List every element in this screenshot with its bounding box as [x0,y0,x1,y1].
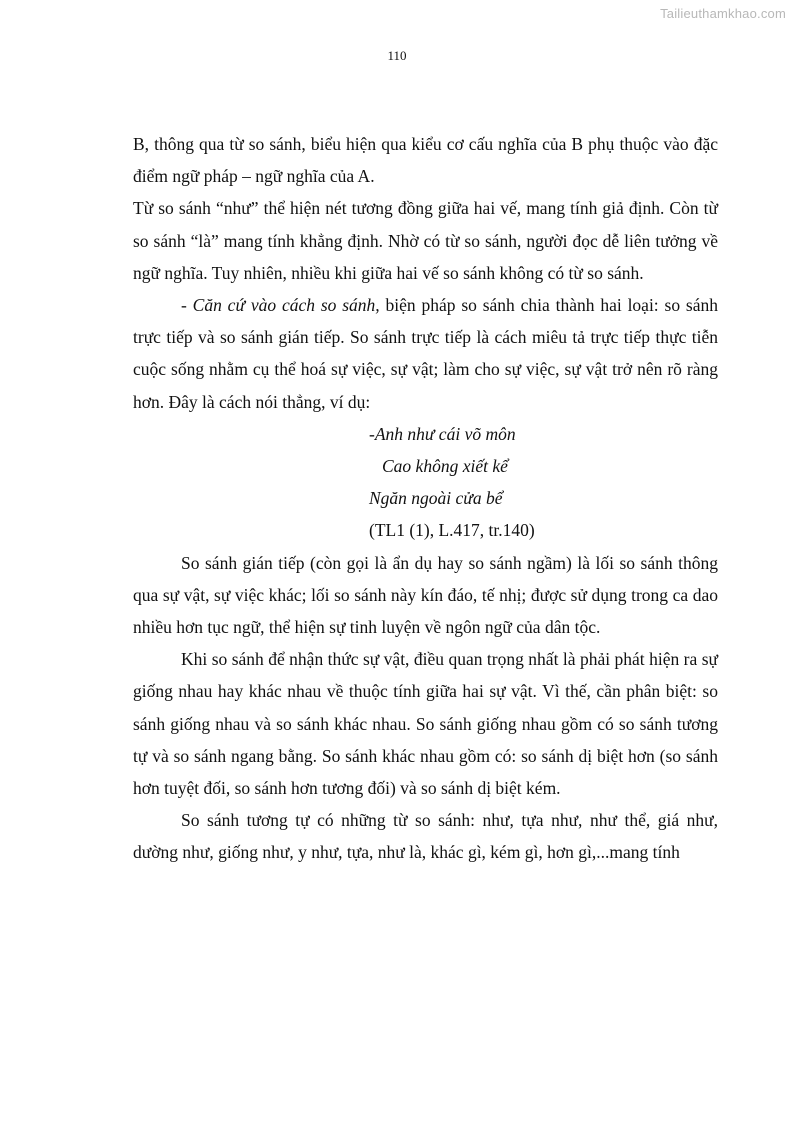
paragraph-1: B, thông qua từ so sánh, biểu hiện qua kiểu cơ cấu nghĩa của B phụ thuộc vào đặc điểm ngữ pháp – ngữ nghĩa của A. [133,134,718,187]
watermark: Tailieuthamkhao.com [660,6,786,21]
verse-line-3: Ngăn ngoài cửa bể [369,488,503,509]
paragraph-2: Từ so sánh “như” thể hiện nét tương đồng giữa hai vế, mang tính giả định. Còn từ so sánh “là” mang tính khẳng định. Nhờ có từ so sánh, người đọc dễ liên tưởng về ngữ nghĩa. Tuy nhiên, nhiều khi giữa hai vế so sánh không có từ so sánh. [133,198,718,283]
paragraph-5: Khi so sánh để nhận thức sự vật, điều quan trọng nhất là phải phát hiện ra sự giống nhau hay khác nhau về thuộc tính giữa hai sự vật. Vì thế, cần phân biệt: so sánh giống nhau và so sánh khác nhau. So sánh giống nhau gồm có so sánh tương tự và so sánh ngang bằng. So sánh khác nhau gồm có: so sánh dị biệt hơn (so sánh hơn tuyệt đối, so sánh hơn tương đối) và so sánh dị biệt kém. [133,649,718,799]
verse-line-1: -Anh như cái võ môn [369,423,516,444]
page-body [133,128,718,869]
paragraph-3-text: biện pháp so sánh chia thành hai loại: so sánh trực tiếp và so sánh gián tiếp. So sánh trực tiếp là cách miêu tả trực tiếp thực tiễn cuộc sống nhằm cụ thể hoá sự việc, sự vật; làm cho sự việc, sự vật trở nên rõ ràng hơn. Đây là cách nói thẳng, ví dụ: [133,295,718,412]
paragraph-3-prefix: - [181,295,193,316]
page-number: 110 [387,48,407,63]
paragraph-4: So sánh gián tiếp (còn gọi là ẩn dụ hay so sánh ngầm) là lối so sánh thông qua sự vật, sự việc khác; lối so sánh này kín đáo, tế nhị; được sử dụng trong ca dao nhiều hơn tục ngữ, thể hiện sự tinh luyện về ngôn ngữ của dân tộc. [133,552,718,638]
paragraph-6: So sánh tương tự có những từ so sánh: như, tựa như, như thể, giá như, dường như, giống như, y như, tựa, như là, khác gì, kém gì, hơn gì,...mang tính [133,810,718,863]
verse-citation: (TL1 (1), L.417, tr.140) [369,520,535,541]
paragraph-3 [133,289,718,418]
verse-block [133,418,718,547]
paragraph-3-italic-lead: Căn cứ vào cách so sánh, [192,295,380,316]
verse-line-2: Cao không xiết kể [382,456,508,477]
